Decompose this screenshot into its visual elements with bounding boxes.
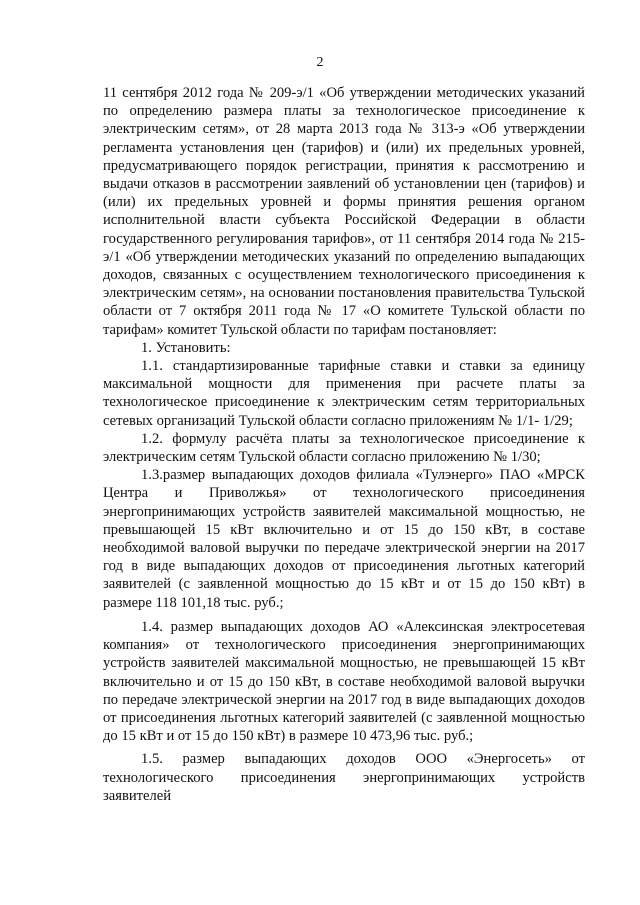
paragraph-1-1: 1.1. стандартизированные тарифные ставки и ставки за единицу максимальной мощности для применения при расчете платы за технологическое присоединение к электрическим сетям территориальных сетевых организаций Тульской области согласно приложениям № 1/1- 1/29; (103, 358, 585, 429)
paragraph-preamble: 11 сентября 2012 года № 209-э/1 «Об утверждении методических указаний по определению размера платы за технологическое присоединение к электрическим сетям», от 28 марта 2013 года № 313-э «Об утверждении регламента установления цен (тарифов) и (или) их предельных уровней, предусматривающего порядок регистрации, принятия к рассмотрению и выдачи отказов в рассмотрении заявлений об установлении цен (тарифов) и (или) их предельных уровней и формы принятия решения органом исполнительной власти субъекта Российской Федерации в области государственного регулирования тарифов», от 11 сентября 2014 года № 215-э/1 «Об утверждении методических указаний по определению выпадающих доходов, связанных с осуществлением технологического присоединения к электрическим сетям», на основании постановления правительства Тульской области от 7 октября 2011 года № 17 «О комитете Тульской области по тарифам» комитет Тульской области по тарифам постановляет: (103, 85, 585, 338)
paragraph-1-5: 1.5. размер выпадающих доходов ООО «Энергосеть» от технологического присоединения энергопринимающих устройств заявителей (103, 751, 585, 804)
page-number: 2 (316, 55, 324, 70)
document-body (103, 84, 585, 805)
paragraph-1-4: 1.4. размер выпадающих доходов АО «Алексинская электросетевая компания» от технологического присоединения энергопринимающих устройств заявителей максимальной мощностью, не превышающей 15 кВт включительно и от 15 до 150 кВт, в составе необходимой валовой выручки по передаче электрической энергии на 2017 год в виде выпадающих доходов от присоединения льготных категорий заявителей (с заявленной мощностью до 15 кВт и от 15 до 150 кВт) в размере 10 473,96 тыс. руб.; (103, 618, 585, 745)
paragraph-1-2: 1.2. формулу расчёта платы за технологическое присоединение к электрическим сетям Тульской области согласно приложению № 1/30; (103, 430, 585, 466)
paragraph-1-3: 1.3.размер выпадающих доходов филиала «Тулэнерго» ПАО «МРСК Центра и Приволжья» от технологического присоединения энергопринимающих устройств заявителей максимальной мощностью, не превышающей 15 кВт включительно и от 15 до 150 кВт, в составе необходимой валовой выручки по передаче электрической энергии на 2017 год в виде выпадающих доходов от присоединения льготных категорий заявителей (с заявленной мощностью до 15 кВт и от 15 до 150 кВт) в размере 118 101,18 тыс. руб.; (103, 467, 585, 611)
paragraph-establish: 1. Установить: (141, 339, 231, 356)
